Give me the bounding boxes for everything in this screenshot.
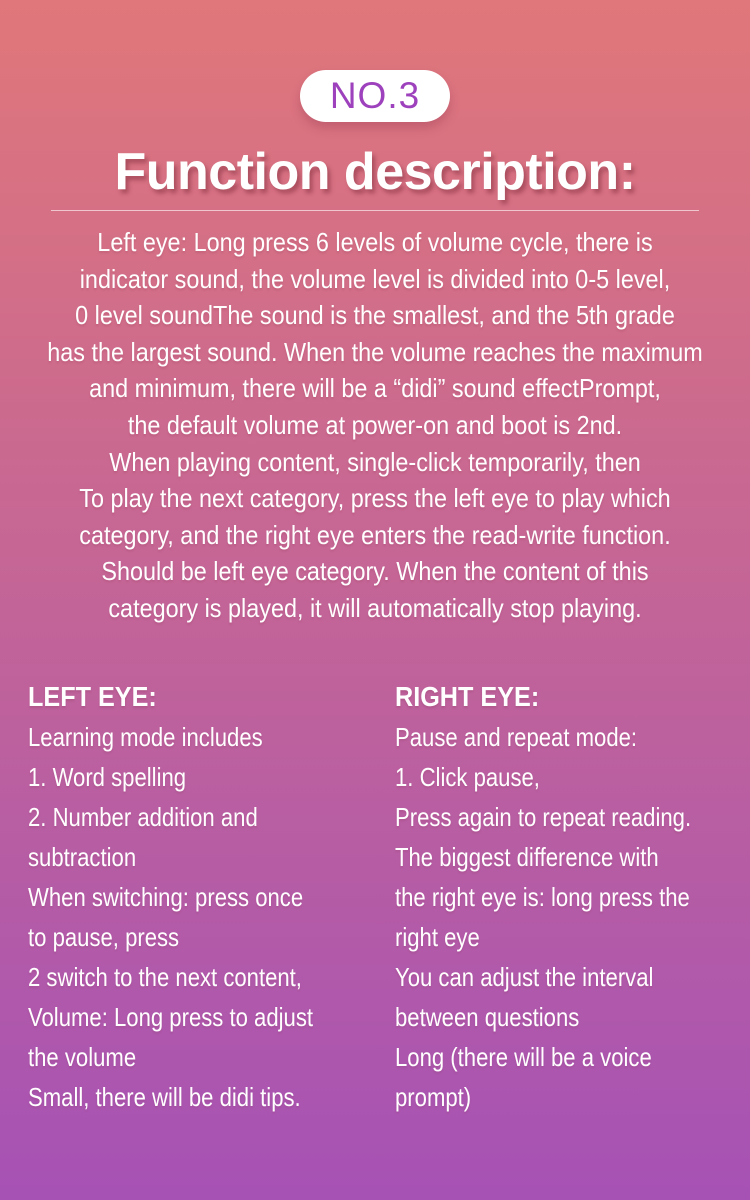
left-eye-line: to pause, press — [28, 921, 180, 952]
paragraph-line: category, and the right eye enters the read-write function. — [79, 519, 671, 550]
right-eye-column — [395, 677, 743, 1117]
right-eye-line: Long (there will be a voice — [395, 1041, 652, 1072]
right-eye-line: 1. Click pause, — [395, 761, 540, 792]
left-eye-line: subtraction — [28, 841, 137, 872]
left-eye-line: 2 switch to the next content, — [28, 961, 302, 992]
left-eye-line: Volume: Long press to adjust — [28, 1001, 314, 1032]
right-eye-line: between questions — [395, 1001, 580, 1032]
paragraph-line: Left eye: Long press 6 levels of volume cycle, there is — [97, 227, 653, 257]
right-eye-line: The biggest difference with — [395, 841, 659, 872]
right-eye-line: prompt) — [395, 1081, 472, 1112]
left-eye-line: the volume — [28, 1041, 137, 1072]
left-eye-line: 1. Word spelling — [28, 761, 187, 792]
left-eye-column — [28, 677, 395, 1117]
description-paragraph — [0, 224, 750, 627]
left-eye-line: 2. Number addition and — [28, 801, 258, 832]
paragraph-line: and minimum, there will be a “didi” sound effectPrompt, — [89, 373, 661, 404]
paragraph-line: To play the next category, press the left eye to play which — [79, 483, 671, 514]
paragraph-line: Should be left eye category. When the content of this — [101, 556, 649, 587]
left-eye-line: Learning mode includes — [28, 721, 263, 752]
paragraph-line: 0 level soundThe sound is the smallest, and the 5th grade — [75, 300, 675, 331]
left-eye-line: Small, there will be didi tips. — [28, 1081, 301, 1112]
title-divider-line — [51, 210, 699, 211]
paragraph-line: has the largest sound. When the volume reaches the maximum — [47, 336, 703, 367]
right-eye-heading: RIGHT EYE: — [395, 680, 540, 712]
eye-function-columns — [0, 677, 750, 1117]
paragraph-line: category is played, it will automatically stop playing. — [108, 592, 642, 623]
section-number-badge: NO.3 — [300, 70, 450, 122]
paragraph-line: When playing content, single-click temporarily, then — [109, 446, 641, 477]
paragraph-line: the default volume at power-on and boot is 2nd. — [127, 409, 623, 440]
badge-row — [0, 0, 750, 122]
paragraph-line: indicator sound, the volume level is divided into 0-5 level, — [79, 263, 671, 294]
left-eye-line: When switching: press once — [28, 881, 304, 912]
page-title: Function description: — [114, 143, 636, 201]
right-eye-line: Pause and repeat mode: — [395, 721, 638, 752]
right-eye-line: Press again to repeat reading. — [395, 801, 692, 832]
right-eye-line: the right eye is: long press the — [395, 881, 690, 912]
right-eye-line: You can adjust the interval — [395, 961, 654, 992]
left-eye-heading: LEFT EYE: — [28, 680, 157, 712]
right-eye-line: right eye — [395, 921, 480, 952]
